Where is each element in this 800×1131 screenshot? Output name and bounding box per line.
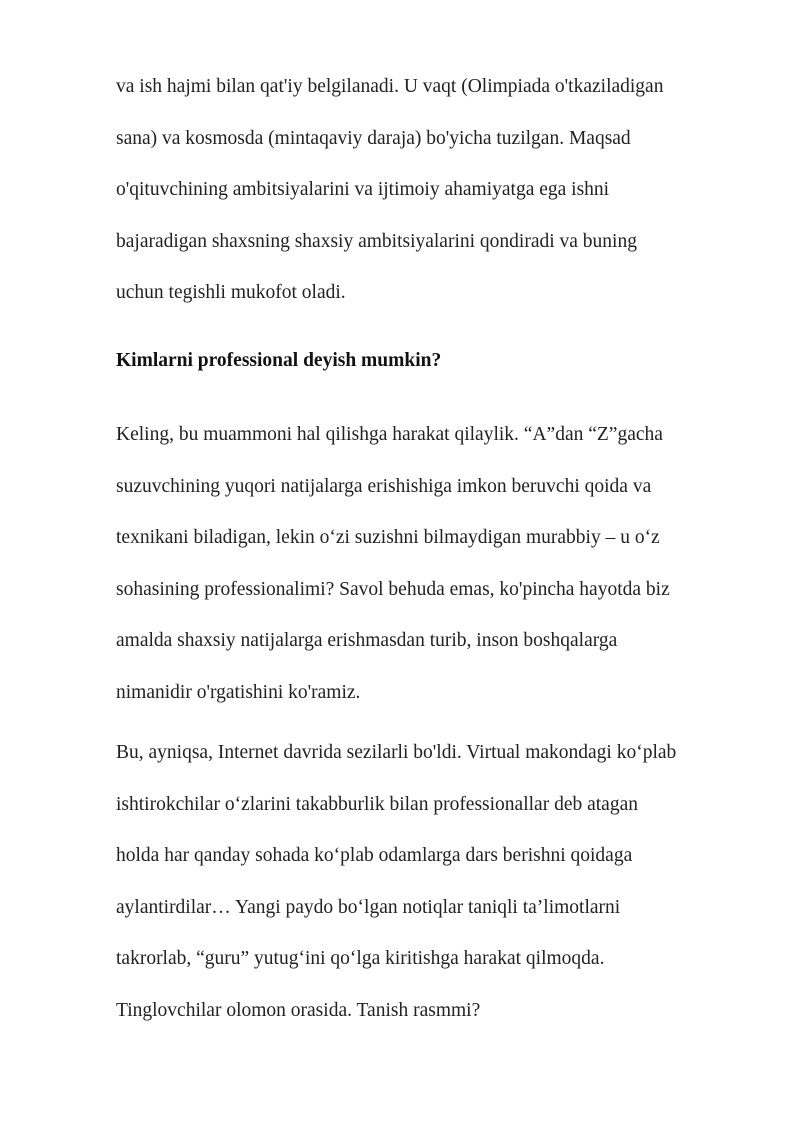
text-line: o'qituvchining ambitsiyalarini va ijtimoiy ahamiyatga ega ishni [116,179,610,200]
text-line: holda har qanday sohada ko‘plab odamlarga dars berishni qoidaga [116,845,633,866]
text-line: sohasining professionalimi? Savol behuda emas, ko'pincha hayotda biz [116,578,670,600]
paragraph-3 [116,743,756,1023]
text-line: Tinglovchilar olomon orasida. Tanish rasmmi? [116,999,481,1021]
paragraph-2 [116,425,756,705]
text-line: nimanidir o'rgatishini ko'ramiz. [116,681,361,703]
text-line: texnikani biladigan, lekin o‘zi suzishni bilmaydigan murabbiy – u o‘z [116,527,660,548]
text-line: Bu, ayniqsa, Internet davrida sezilarli bo'ldi. Virtual makondagi ko‘plab [116,742,677,763]
text-line: ishtirokchilar o‘zlarini takabburlik bilan professionallar deb atagan [116,793,638,815]
text-line: suzuvchining yuqori natijalarga erishishiga imkon beruvchi qoida va [116,475,652,497]
text-line: va ish hajmi bilan qat'iy belgilanadi. U vaqt (Olimpiada o'tkaziladigan [116,76,664,97]
section-heading: Kimlarni professional deyish mumkin? [116,350,442,371]
text-line: bajaradigan shaxsning shaxsiy ambitsiyalarini qondiradi va buning [116,230,637,252]
text-line: sana) va kosmosda (mintaqaviy daraja) bo'yicha tuzilgan. Maqsad [116,127,631,149]
text-line: uchun tegishli mukofot oladi. [116,282,346,303]
text-line: amalda shaxsiy natijalarga erishmasdan turib, inson boshqalarga [116,630,618,651]
text-line: Keling, bu muammoni hal qilishga harakat qilaylik. “A”dan “Z”gacha [116,424,663,445]
paragraph-1 [116,77,756,305]
text-line: takrorlab, “guru” yutug‘ini qo‘lga kiritishga harakat qilmoqda. [116,948,605,969]
text-line: aylantirdilar… Yangi paydo bo‘lgan notiqlar taniqli ta’limotlarni [116,896,621,918]
